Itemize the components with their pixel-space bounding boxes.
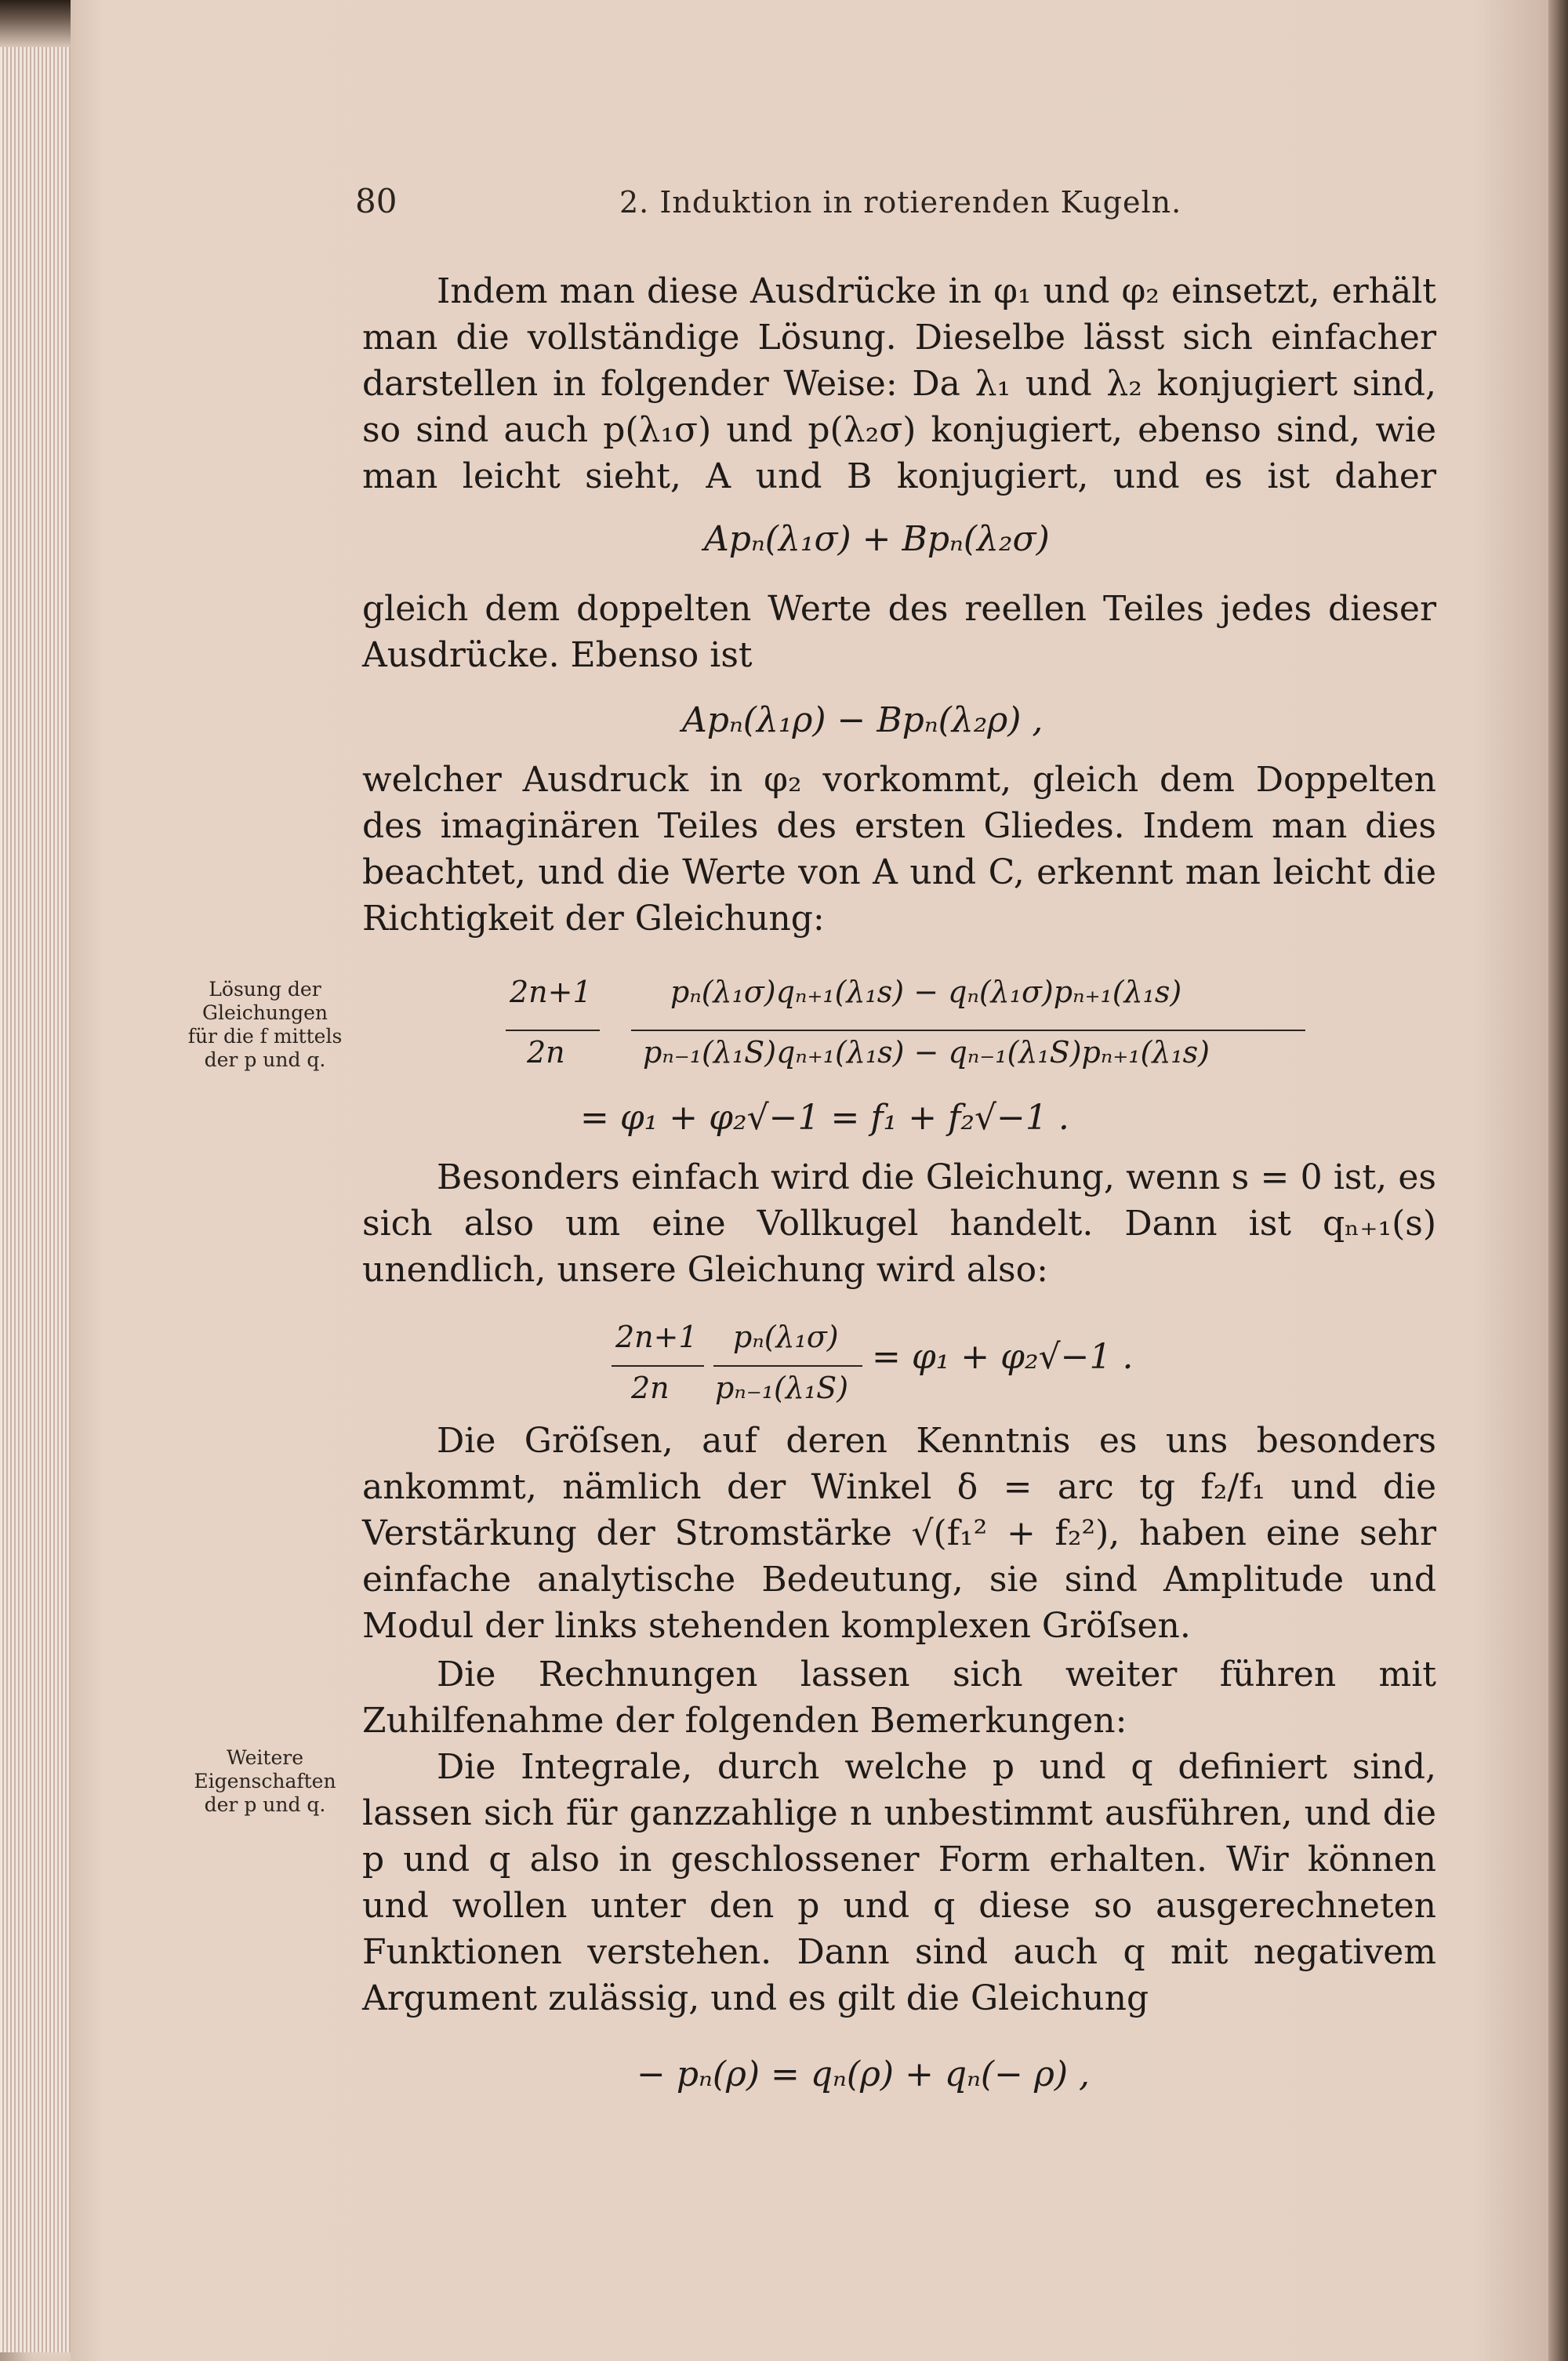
formula-3-denominator: pₙ₋₁(λ₁S)qₙ₊₁(λ₁s) − qₙ₋₁(λ₁S)pₙ₊₁(λ₁s) [643,1035,1210,1070]
formula-3-coef-numerator: 2n+1 [510,975,592,1009]
formula-3-coef-denominator: 2n [527,1035,565,1070]
formula-4-numerator: pₙ(λ₁σ) [733,1320,839,1354]
formula-4-coef-line [612,1365,704,1367]
paragraph-1: Indem man diese Ausdrücke in φ₁ und φ₂ einsetzt, erhält man die vollständige Lösung. Dieselbe lässt sich einfacher darstellen in folgender Weise: Da λ₁ und λ₂ konjugiert sind, so sind auch p(λ₁σ) und p(λ₂σ) konjugiert, ebenso sind, wie man leicht sieht, A und B konjugiert, und es ist daher [362,271,1436,496]
page-number: 80 [355,182,397,220]
margin-note-solution: Lösung der Gleichungen für die f mittels der p und q. [187,978,343,1071]
formula-2: Apₙ(λ₁ρ) − Bpₙ(λ₂ρ) , [682,700,1044,740]
margin-note-properties: Weitere Eigenschaften der p und q. [194,1746,336,1816]
page-header [0,182,1568,229]
formula-4-fraction-line [713,1365,862,1367]
formula-3-coef-line [506,1030,600,1031]
formula-1: Apₙ(λ₁σ) + Bpₙ(λ₂σ) [704,519,1050,559]
paragraph-7: Die Integrale, durch welche p und q definiert sind, lassen sich für ganzzahlige n unbestimmt ausführen, und die p und q also in geschlossener Form erhalten. Wir können und wollen unter den p und q diese so ausgerechneten Funktionen verstehen. Dann sind auch q mit negativem Argument zulässig, und es gilt die Gleichung [362,1747,1436,2018]
formula-3-rhs: = φ₁ + φ₂√−1 = f₁ + f₂√−1 . [580,1098,1069,1138]
running-title: 2. Induktion in rotierenden Kugeln. [619,185,1182,220]
formula-3-fraction-line [631,1030,1305,1031]
paragraph-3: welcher Ausdruck in φ₂ vorkommt, gleich dem Doppelten des imaginären Teiles des ersten Gliedes. Indem man dies beachtet, und die Werte von A und C, erkennt man leicht die Richtigkeit der Gleichung: [362,760,1436,939]
formula-4-rhs: = φ₁ + φ₂√−1 . [872,1337,1134,1377]
paragraph-2: gleich dem doppelten Werte des reellen Teiles jedes dieser Ausdrücke. Ebenso ist [362,589,1436,675]
formula-5: − pₙ(ρ) = qₙ(ρ) + qₙ(− ρ) , [637,2054,1090,2094]
paragraph-4: Besonders einfach wird die Gleichung, wenn s = 0 ist, es sich also um eine Vollkugel handelt. Dann ist qₙ₊₁(s) unendlich, unsere Gleichung wird also: [362,1157,1436,1290]
paragraph-5: Die Gröſsen, auf deren Kenntnis es uns besonders ankommt, nämlich der Winkel δ = arc tg f₂/f₁ und die Verstärkung der Stromstärke √(f₁² + f₂²), haben eine sehr einfache analytische Bedeutung, sie sind Amplitude und Modul der links stehenden komplexen Gröſsen. [362,1421,1436,1646]
formula-4-coef-numerator: 2n+1 [615,1320,698,1354]
paragraph-6: Die Rechnungen lassen sich weiter führen mit Zuhilfenahme der folgenden Bemerkungen: [362,1655,1436,1741]
formula-4-coef-denominator: 2n [631,1371,670,1405]
right-edge [1548,0,1568,2361]
formula-3-numerator: pₙ(λ₁σ)qₙ₊₁(λ₁s) − qₙ(λ₁σ)pₙ₊₁(λ₁s) [670,975,1182,1009]
formula-4-denominator: pₙ₋₁(λ₁S) [715,1371,849,1405]
page-stack-edges [0,47,71,2352]
